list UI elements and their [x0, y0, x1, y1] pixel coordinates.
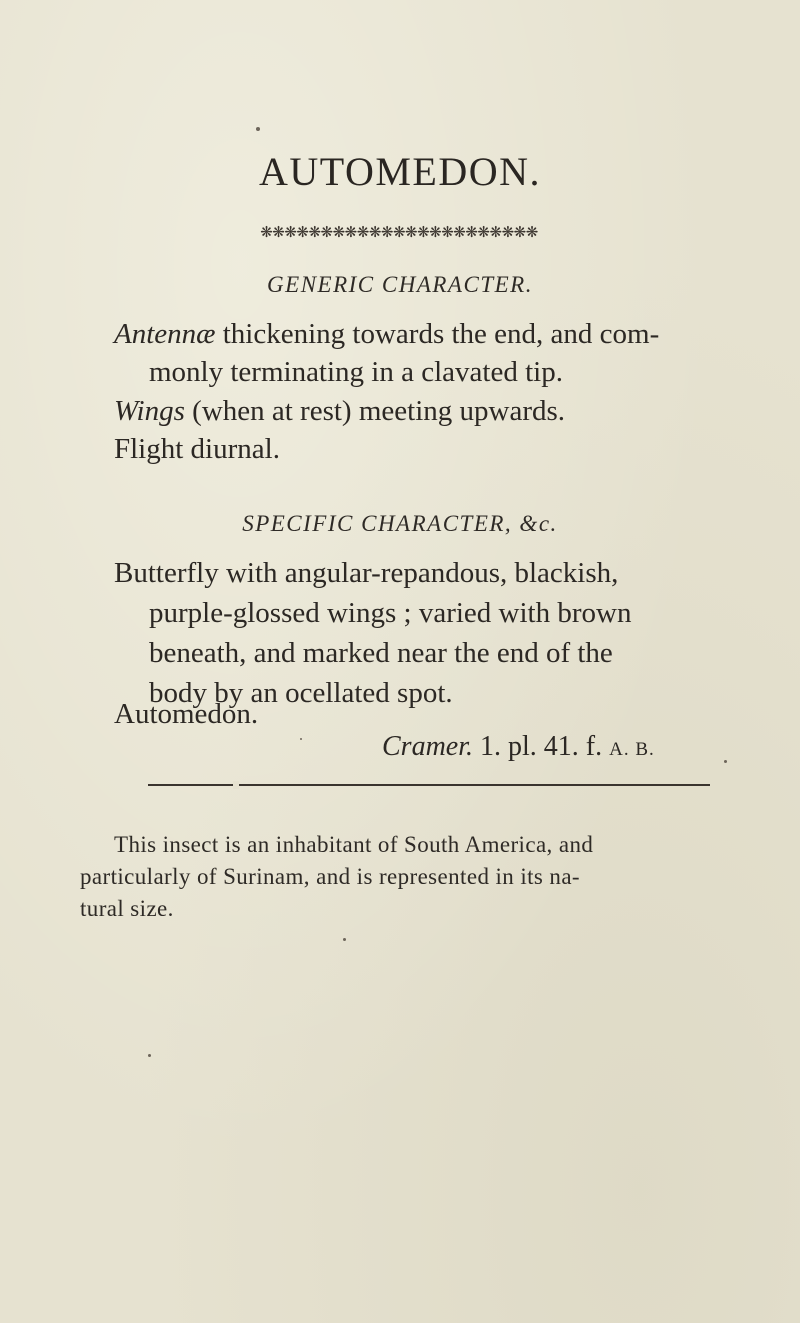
generic-line-1-text: thickening towards the end, and com- [215, 318, 660, 350]
generic-line-2-text: monly terminating in a clavated tip. [149, 356, 563, 388]
specific-line-2: purple-glossed wings ; varied with brown [149, 597, 632, 629]
note-line-3: tural size. [80, 896, 174, 921]
paper-speck [256, 127, 260, 131]
generic-character-heading: GENERIC CHARACTER. [267, 272, 533, 297]
specific-line-1: Butterfly with angular-repandous, blackish, [114, 557, 619, 589]
page-title: AUTOMEDON. [258, 149, 542, 194]
generic-line-3-lead: Wings [114, 395, 185, 427]
paper-speck [148, 1054, 151, 1057]
generic-line-1-lead: Antennæ [114, 318, 216, 350]
paper-speck [724, 760, 727, 763]
generic-line-1 [114, 318, 659, 351]
specific-line-3: beneath, and marked near the end of the [149, 637, 613, 669]
paper-speck [300, 738, 302, 740]
generic-line-4 [114, 433, 280, 466]
note-line-2: particularly of Surinam, and is represented in its na- [80, 864, 580, 889]
ornamental-divider: ❋❋❋❋❋❋❋❋❋❋❋❋❋❋❋❋❋❋❋❋❋❋❋ [260, 223, 538, 241]
generic-line-2 [149, 356, 563, 389]
citation-reference: 1. pl. 41. f. [473, 731, 610, 762]
citation-author: Cramer. [382, 731, 474, 762]
specific-character-heading: SPECIFIC CHARACTER, &c. [242, 511, 558, 536]
generic-line-4-text: Flight diurnal. [114, 433, 280, 465]
citation [382, 731, 655, 763]
citation-initials: A. B. [609, 739, 655, 760]
specific-line-4: body by an ocellated spot. [149, 677, 453, 709]
note-line-1: This insect is an inhabitant of South America, and [114, 832, 594, 857]
generic-line-3 [114, 395, 565, 428]
generic-line-3-text: (when at rest) meeting upwards. [184, 395, 566, 427]
paper-speck [343, 938, 346, 941]
species-name: Automedon. [114, 698, 259, 730]
